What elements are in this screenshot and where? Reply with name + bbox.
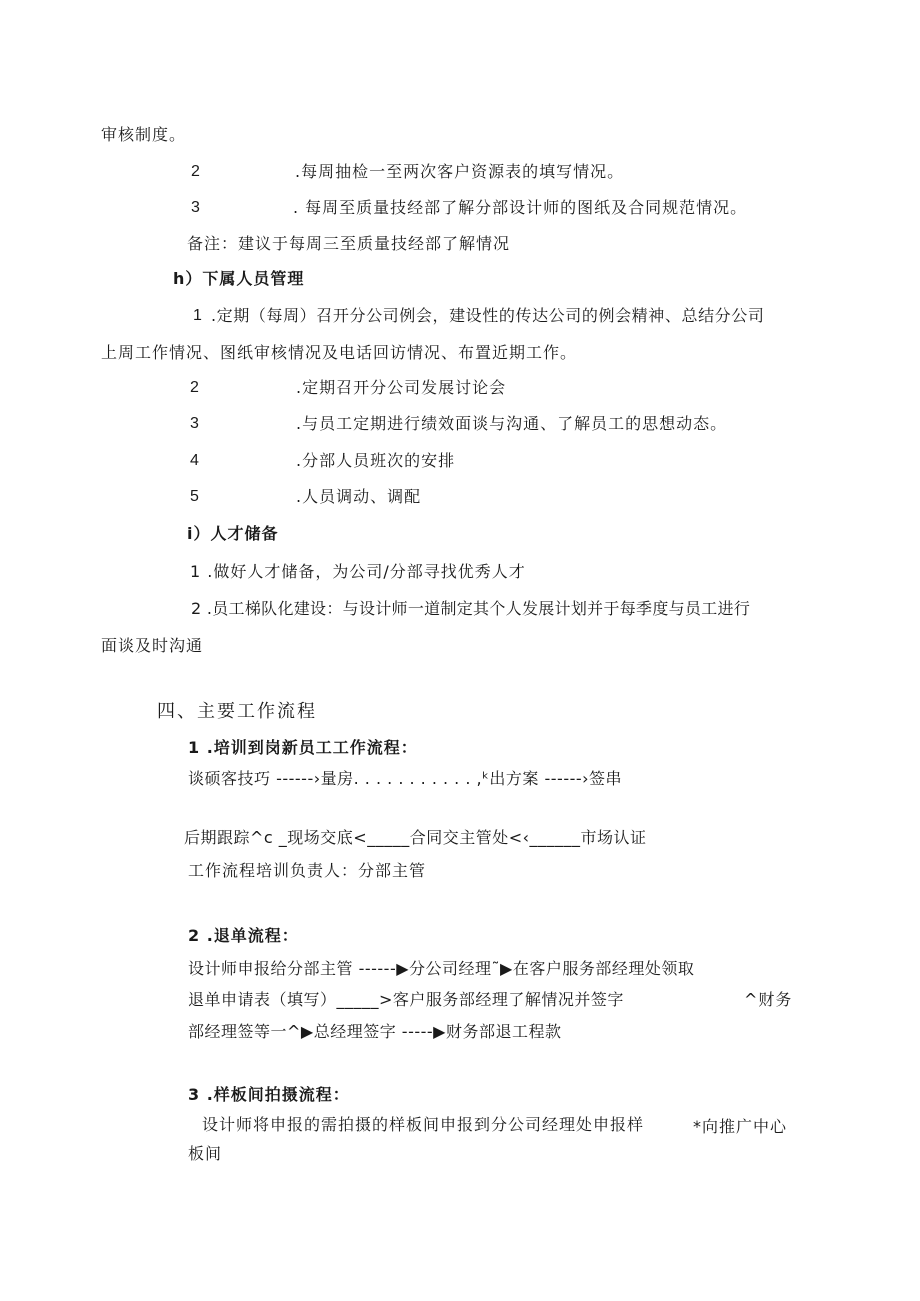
review-item-2-text: .每周抽检一至两次客户资源表的填写情况。 (295, 162, 625, 181)
flow-1-line-1: 谈硕客技巧 ------›量房. . . . . . . . . . . ,ᵏ出方案 ------›签串 (188, 769, 623, 788)
section-i-item-1: 1 .做好人才储备，为公司/分部寻找优秀人才 (190, 562, 526, 581)
policy-tail-text: 审核制度。 (101, 125, 187, 144)
section-h-item-5-text: .人员调动、调配 (296, 487, 422, 506)
section-h-item-2-text: .定期召开分公司发展讨论会 (296, 378, 507, 397)
review-item-3-number: 3 (191, 199, 200, 216)
flow-3-line-1: 设计师将申报的需拍摄的样板间申报到分公司经理处申报样 (202, 1115, 645, 1134)
section-h-item-3-number: 3 (190, 415, 199, 432)
section-4-title: 四、主要工作流程 (157, 701, 317, 722)
flow-2-line-3: 部经理签等一^▶总经理签字 -----▶财务部退工程款 (188, 1022, 562, 1041)
flow-2-line-1: 设计师申报给分部主管 ------▶分公司经理˜▶在客户服务部经理处领取 (188, 959, 695, 978)
flow-1-line-3: 工作流程培训负责人：分部主管 (188, 861, 427, 880)
flow-2-title: 2 .退单流程： (188, 926, 299, 945)
flow-1-line-2: 后期跟踪^c _现场交底<_____合同交主管处<‹______市场认证 (184, 828, 647, 847)
section-h-item-1-number: 1 (193, 307, 202, 324)
flow-1-title: 1 .培训到岗新员工工作流程： (188, 738, 418, 757)
section-h-item-4-number: 4 (190, 452, 199, 469)
review-note: 备注：建议于每周三至质量技经部了解情况 (187, 234, 511, 253)
section-h-item-5-number: 5 (190, 488, 199, 505)
section-i-title: i）人才储备 (187, 524, 279, 543)
flow-3-line-2: 板间 (188, 1144, 223, 1163)
section-h-item-1-line-2: 上周工作情况、图纸审核情况及电话回访情况、布置近期工作。 (101, 343, 578, 362)
review-item-2-number: 2 (191, 163, 200, 180)
flow-3-title: 3 .样板间拍摄流程： (188, 1085, 350, 1104)
section-h-title: h）下属人员管理 (173, 269, 305, 288)
flow-3-line-1-tail: *向推广中心 (693, 1117, 788, 1136)
review-item-3-text: . 每周至质量技经部了解分部设计师的图纸及合同规范情况。 (293, 198, 748, 217)
section-i-item-2-line-2: 面谈及时沟通 (101, 636, 204, 655)
flow-2-line-2: 退单申请表（填写）_____>客户服务部经理了解情况并签字 (188, 990, 624, 1009)
section-h-item-2-number: 2 (190, 379, 199, 396)
section-h-item-4-text: .分部人员班次的安排 (296, 451, 456, 470)
section-i-item-2-line-1: 2 .员工梯队化建设：与设计师一道制定其个人发展计划并于每季度与员工进行 (191, 599, 751, 618)
section-h-item-1-line-1: .定期（每周）召开分公司例会，建设性的传达公司的例会精神、总结分公司 (211, 306, 765, 325)
flow-2-line-2-tail: ^财务 (744, 990, 793, 1009)
section-h-item-3-text: .与员工定期进行绩效面谈与沟通、了解员工的思想动态。 (296, 414, 728, 433)
